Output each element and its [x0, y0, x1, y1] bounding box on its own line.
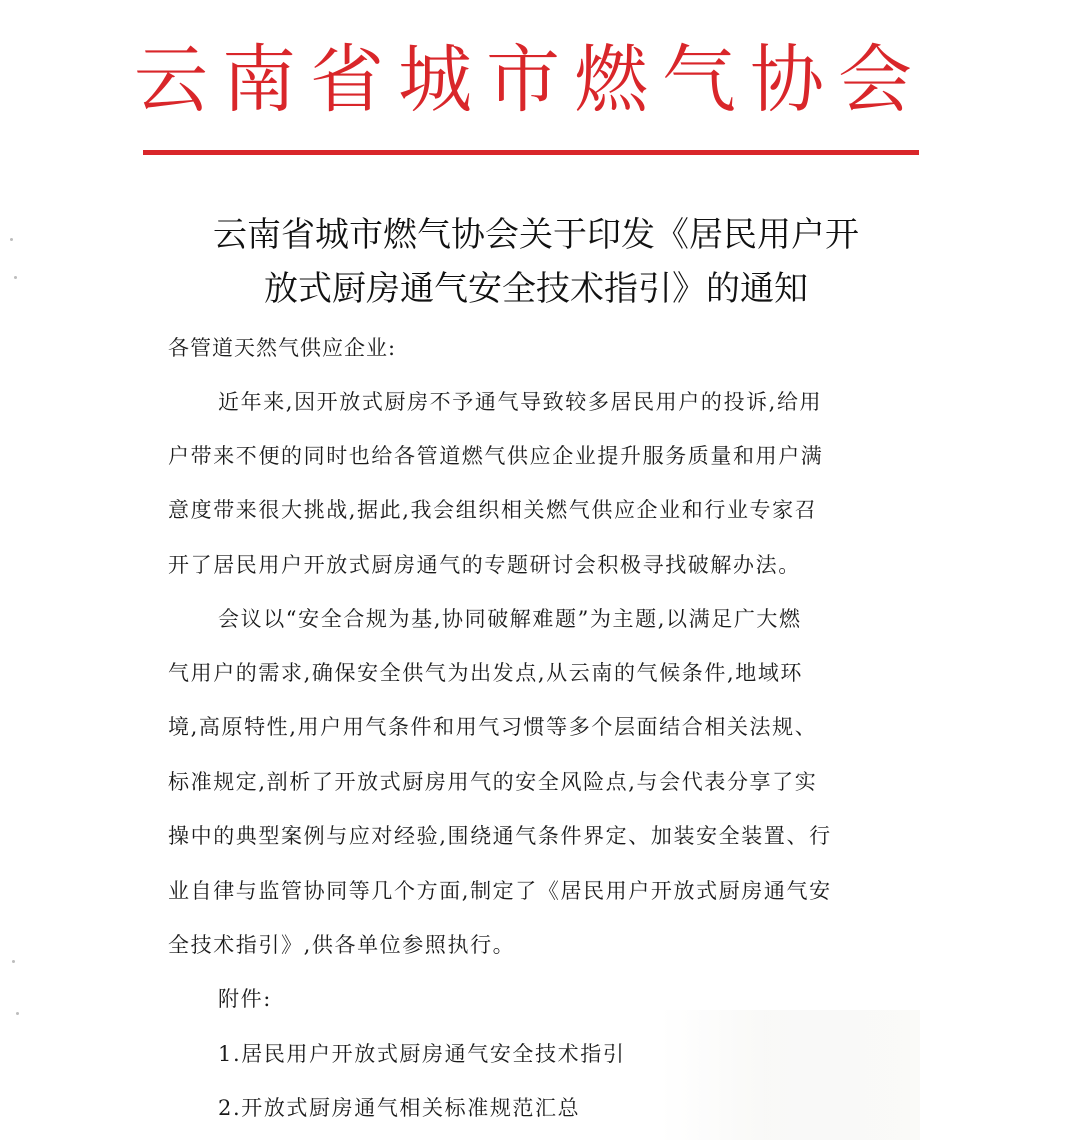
document-title-line-2: 放式厨房通气安全技术指引》的通知: [264, 269, 808, 309]
document-title-line-1: 云南省城市燃气协会关于印发《居民用户开: [213, 215, 859, 255]
body-line: 全技术指引》,供各单位参照执行。: [168, 933, 516, 957]
scan-speck: [10, 238, 13, 241]
body-line: 开了居民用户开放式厨房通气的专题研讨会积极寻找破解办法。: [168, 553, 801, 577]
scan-speck: [14, 276, 17, 279]
body-line: 境,高原特性,用户用气条件和用气习惯等多个层面结合相关法规、: [168, 715, 818, 739]
attachment-item-1: 1.居民用户开放式厨房通气安全技术指引: [218, 1042, 626, 1066]
scan-speck: [12, 960, 15, 963]
scan-speck: [16, 1012, 19, 1015]
body-line: 户带来不便的同时也给各管道燃气供应企业提升服务质量和用户满: [168, 444, 824, 468]
body-line: 近年来,因开放式厨房不予通气导致较多居民用户的投诉,给用: [218, 390, 823, 414]
body-line: 会议以“安全合规为基,协同破解难题”为主题,以满足广大燃: [218, 607, 802, 631]
document-title: [120, 208, 952, 316]
scan-artifact: [660, 1010, 920, 1140]
addressee: 各管道天然气供应企业:: [168, 336, 397, 360]
attachment-item-2: 2.开放式厨房通气相关标准规范汇总: [218, 1096, 581, 1120]
masthead-organization-name: 云南省城市燃气协会: [134, 37, 926, 123]
body-line: 标准规定,剖析了开放式厨房用气的安全风险点,与会代表分享了实: [168, 770, 818, 794]
body-line: 操中的典型案例与应对经验,围绕通气条件界定、加装安全装置、行: [168, 824, 832, 848]
red-header-rule: [143, 150, 919, 155]
attachments-label: 附件:: [218, 987, 272, 1011]
body-line: 气用户的需求,确保安全供气为出发点,从云南的气候条件,地域环: [168, 661, 804, 685]
body-line: 意度带来很大挑战,据此,我会组织相关燃气供应企业和行业专家召: [168, 498, 818, 522]
body-line: 业自律与监管协同等几个方面,制定了《居民用户开放式厨房通气安: [168, 879, 832, 903]
